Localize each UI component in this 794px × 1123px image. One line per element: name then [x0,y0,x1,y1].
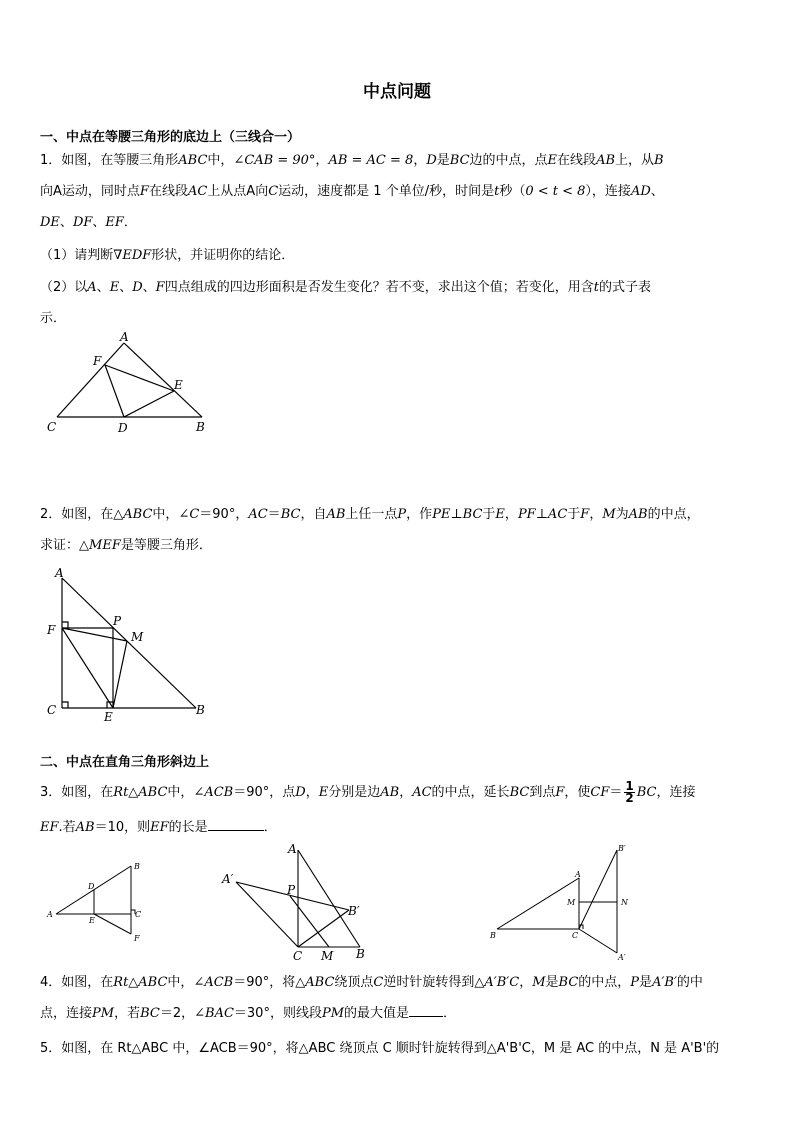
q3f1-label-B: B [134,862,140,871]
q1-figure [0,325,794,445]
q1-label-E: E [174,378,183,392]
q3-line-2: EF.若AB＝10，则EF的长是 ． [40,820,277,835]
q5-line-1: 5．如图，在 Rt△ABC 中，∠ACB＝90°，将△ABC 绕顶点 C 顺时针旋转得到△A'B'C，M 是 AC 的中点，N 是 A'B'的 [40,1041,720,1056]
q1-label-A: A [120,330,129,344]
q3f1-label-E: E [89,916,95,925]
q3f3-label-A: A [575,870,581,879]
q2-line-1: 2．如图，在△ABC中，∠C＝90°，AC＝BC，自AB上任一点P，作PE⊥BC于E，PF⊥AC于F，M为AB的中点， [40,507,700,522]
q3-figure-3 [485,840,645,965]
section-heading-1: 一、中点在等腰三角形的底边上（三线合一） [40,130,301,145]
q1-label-F: F [93,354,102,368]
q3f2-label-B: B [356,947,365,961]
answer-blank[interactable] [208,818,264,831]
q1-label-D: D [118,421,128,435]
q4-line-1: 4．如图，在Rt△ABC中，∠ACB＝90°，将△ABC绕顶点C逆时针旋转得到△A′B′C，M是BC的中点，P是A′B′的中 [40,975,703,990]
q2-figure [0,560,794,725]
q3f1-label-F: F [134,934,140,943]
q1-part-1: （1）请判断∇EDF形状，并证明你的结论． [40,248,295,263]
q3-line-1: 3．如图，在Rt△ABC中，∠ACB＝90°，点D，E分别是边AB，AC的中点，延长BC到点F，使CF＝ $\frac{1}{2}$ BC，连接 [40,779,696,805]
q3f3-label-Ap: A′ [618,953,626,962]
q2-label-E: E [104,710,113,724]
q1-line-2: 向A运动，同时点F在线段AC上从点A向C运动，速度都是 1 个单位/秒，时间是t秒（0 < t < 8），连接AD、 [40,184,664,199]
q4-line-2: 点，连接PM，若BC＝2，∠BAC＝30°，则线段PM的最大值是 ． [40,1006,457,1021]
q1-line-3: DE、DF、EF． [40,215,137,230]
q2-label-F: F [47,623,56,637]
q3f2-label-C: C [293,949,303,963]
q1-label-C: C [47,420,57,434]
q2-label-M: M [131,630,144,644]
q1-line-1: 1．如图，在等腰三角形ABC中，∠CAB = 90°，AB = AC = 8，D是BC边的中点，点E在线段AB上，从B [40,153,664,168]
q3f2-label-Ap: A′ [222,872,234,886]
q2-label-C: C [47,703,57,717]
q1-label-B: B [196,420,205,434]
q3f2-label-Bp: B′ [348,904,360,918]
q3f3-label-N: N [621,898,628,907]
q3f1-label-C: C [135,910,142,919]
q3f1-label-D: D [88,882,95,891]
q3f2-label-M: M [321,949,334,963]
q3f3-label-M: M [567,898,576,907]
q2-label-B: B [196,703,205,717]
page-title: 中点问题 [363,82,431,102]
section-heading-2: 二、中点在直角三角形斜边上 [40,755,210,770]
q3f1-label-A: A [47,910,53,919]
q3f3-label-B: B [490,931,496,940]
q1-part-2: （2）以A、E、D、F四点组成的四边形面积是否发生变化？若不变，求出这个值；若变化，用含t的式子表 [40,280,651,295]
answer-blank[interactable] [409,1004,443,1017]
q3f2-label-A: A [288,842,297,856]
q2-label-A: A [55,566,64,580]
fraction-one-half: $\frac{1}{2}$ [625,779,634,805]
q2-line-2: 求证：△MEF是等腰三角形． [40,538,212,553]
q1-part-2-cont: 示． [40,311,67,326]
q3f3-label-C: C [572,931,579,940]
q3f2-label-P: P [287,883,296,897]
q2-label-P: P [113,614,122,628]
q3f3-label-Bp: B′ [618,844,626,853]
q3-figure-1 [0,855,180,945]
q3-figure-2 [210,838,380,963]
